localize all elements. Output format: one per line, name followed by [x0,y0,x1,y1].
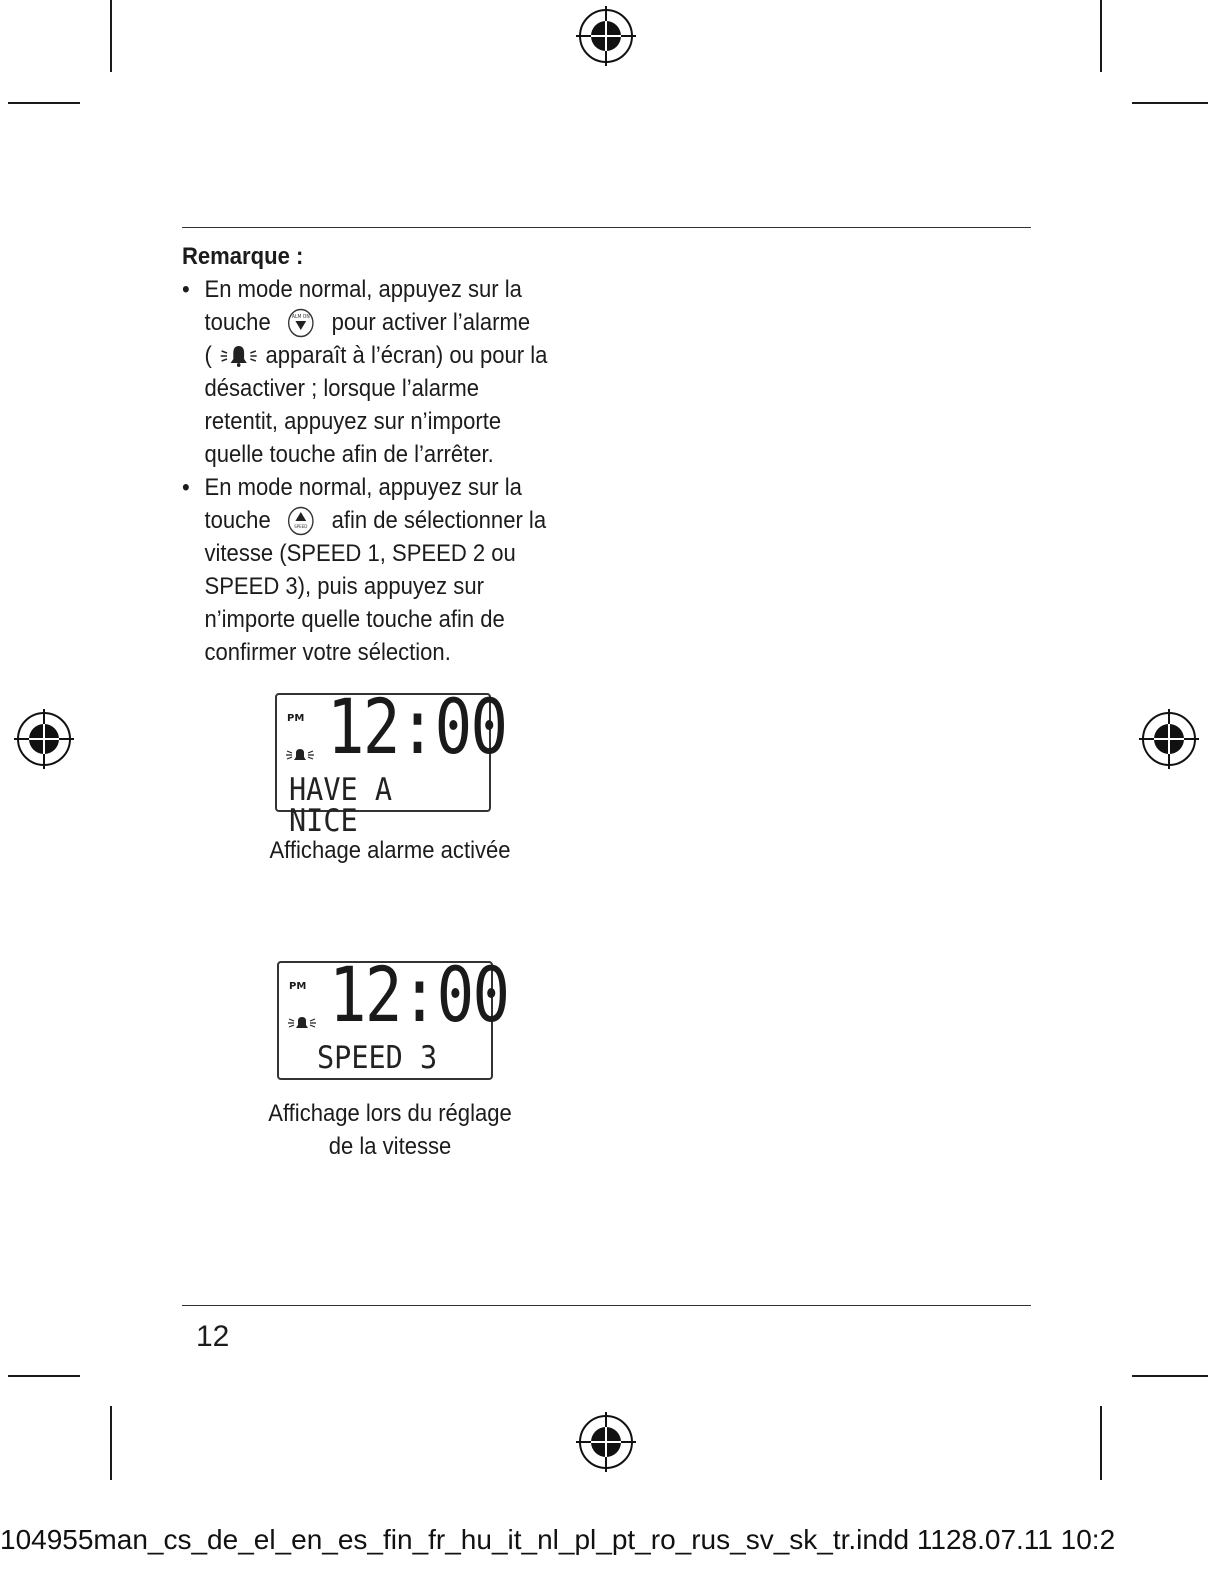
text-fragment: pour activer l’alarme [331,309,531,336]
lcd-time: 12:00 [327,682,507,771]
alarm-bell-icon [285,747,315,763]
note-heading: Remarque : [182,243,304,270]
bullet-dot: • [182,276,190,303]
text-line: quelle touche afin de l’arrêter. [204,441,494,468]
text-line [205,504,597,537]
text-line: En mode normal, appuyez sur la [204,276,522,303]
caption-line: Affichage alarme activée [269,837,511,864]
crop-mark [110,1406,112,1480]
text-fragment: apparaît à l’écran) ou pour la [265,342,548,369]
speed-up-button-icon [288,506,315,536]
lcd-time: 12:00 [329,950,509,1039]
bullet-dot: • [182,474,190,501]
alarm-bell-icon [218,343,259,367]
page-number: 12 [196,1320,230,1353]
display-caption [228,834,552,867]
text-line [205,306,597,339]
top-rule [182,227,1031,228]
alarm-bell-icon [287,1015,317,1031]
lcd-message: HAVE A NICE [289,772,393,839]
text-line: confirmer votre sélection. [204,639,451,666]
text-line [205,339,597,372]
registration-mark-icon [1137,707,1201,771]
text-line: n’importe quelle touche afin de [204,606,505,633]
bullet-item [182,273,596,471]
crop-mark [1132,1375,1208,1377]
lcd-display-speed [277,950,509,1080]
registration-mark-icon [574,1410,638,1474]
text-fragment: afin de sélectionner la [331,507,547,534]
bottom-rule [182,1305,1031,1306]
crop-mark [1100,1406,1102,1480]
registration-mark-icon [574,4,638,68]
crop-mark [8,1375,80,1377]
caption-line: de la vitesse [328,1133,452,1160]
crop-mark [1100,0,1102,72]
note-section [182,240,596,669]
pm-indicator: PM [289,981,307,992]
text-line: SPEED 3), puis appuyez sur [204,573,484,600]
registration-mark-icon [12,707,76,771]
lcd-display-alarm-on [275,682,507,839]
text-line: désactiver ; lorsque l’alarme [204,375,480,402]
icon-label: SPEED [294,524,308,531]
alarm-on-down-button-icon [288,308,315,338]
text-fragment: touche [204,309,271,336]
lcd-message: SPEED 3 [317,1040,438,1076]
caption-line: Affichage lors du réglage [268,1100,512,1127]
file-slug: 104955man_cs_de_el_en_es_fin_fr_hu_it_nl_pl_pt_ro_rus_sv_sk_tr.indd 1128.07.11 10:2 [0,1524,1116,1555]
pm-indicator: PM [287,713,305,724]
display-caption [228,1097,552,1163]
bullet-item [182,471,596,669]
text-line: retentit, appuyez sur n’importe [204,408,502,435]
crop-mark [1132,102,1208,104]
text-line: vitesse (SPEED 1, SPEED 2 ou [204,540,516,567]
icon-label: ALM ON [292,314,311,321]
text-line: En mode normal, appuyez sur la [204,474,522,501]
text-fragment: touche [204,507,271,534]
text-fragment: ( [204,342,212,369]
crop-mark [110,0,112,72]
crop-mark [8,102,80,104]
